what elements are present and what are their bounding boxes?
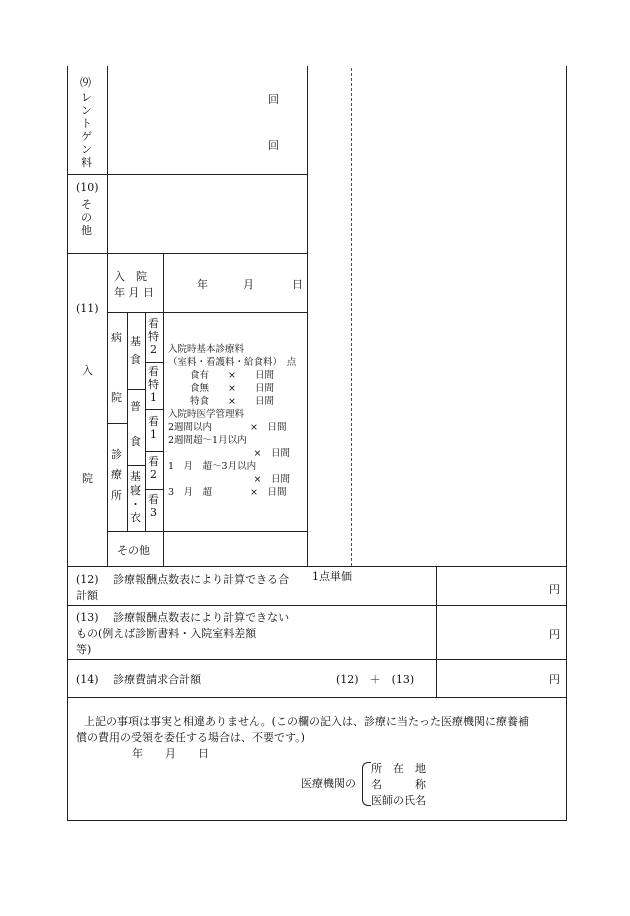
row13-yen: 円: [549, 628, 560, 641]
row14-yen: 円: [549, 673, 560, 686]
institution-address-field: 所 在 地: [371, 762, 426, 775]
section9-label: レ ン ト ゲ ン 料: [81, 91, 92, 169]
section9-count-unit-1: 回: [268, 93, 279, 106]
label-kantoku1: 看 特 1: [148, 365, 159, 404]
section11-label-char-2: 院: [82, 472, 93, 485]
admission-year: 年: [197, 278, 208, 291]
label-kan2: 看 2: [148, 455, 159, 481]
certification-text-line2: 償の費用の受領を委任する場合は、不要です。): [76, 731, 305, 744]
label-kan3: 看 3: [148, 493, 159, 519]
label-kishoku: 基 食: [130, 335, 141, 366]
label-kantoku2: 看 特 2: [148, 317, 159, 356]
ward-label-hospital-bottom: 院: [111, 391, 122, 404]
certification-date: 年 月 日: [132, 747, 209, 760]
doctor-name-field: 医師の氏名: [371, 794, 426, 807]
section11-number: (11): [76, 302, 99, 315]
section10-number: (10): [76, 181, 99, 194]
row12-yen: 円: [549, 583, 560, 596]
row13-label-line2: もの(例えば診断書料・入院室料差額: [76, 627, 257, 640]
ward-label-clinic: 診 療 所: [111, 448, 122, 502]
row14-label: (14) 診療費請求合計額: [76, 673, 202, 686]
fee-details: 入院時基本診療料 （室料・看護料・給食料） 点 食有 × 日間 食無 × 日間 特食 × 日間 入院時医学管理料 2週間以内 × 日間 2週間超〜1月以内 × 日間 1 月 超〜3月以内 × 日間 3 月 超 × 日間: [168, 344, 297, 498]
label-kishin: 基 寝 ・ 衣: [130, 470, 141, 525]
row14-formula: (12) ＋ (13): [336, 673, 415, 686]
ward-label-hospital-top: 病: [111, 331, 122, 344]
row13-label-line1: (13) 診療報酬点数表により計算できない: [76, 611, 290, 624]
admission-date-label-line1: 入 院: [114, 270, 147, 283]
section11-label-char-1: 入: [82, 364, 93, 377]
institution-brace: [362, 762, 371, 806]
row13-label-line3: 等): [76, 643, 92, 656]
institution-name-field: 名 称: [371, 778, 426, 791]
section9-count-unit-2: 回: [268, 139, 279, 152]
section9-number: ⑼: [80, 76, 91, 89]
section10-label: そ の 他: [81, 198, 92, 237]
row12-label-line1: (12) 診療報酬点数表により計算できる合: [76, 573, 290, 586]
section11-other-label: その他: [117, 544, 150, 557]
certification-text-line1: 上記の事項は事実と相違ありません。(この欄の記入は、診療に当たった医療機関に療養補: [84, 715, 529, 728]
row12-unit-price-label: 1点単価: [312, 570, 352, 583]
label-futsu: 普: [130, 400, 141, 413]
institution-label: 医療機関の: [301, 777, 356, 790]
admission-day: 日: [292, 278, 303, 291]
label-kan1: 看 1: [148, 415, 159, 441]
admission-date-label-line2: 年 月 日: [114, 286, 154, 299]
admission-month: 月: [243, 278, 254, 291]
row12-label-line2: 計額: [76, 589, 98, 602]
label-shoku: 食: [130, 435, 141, 448]
